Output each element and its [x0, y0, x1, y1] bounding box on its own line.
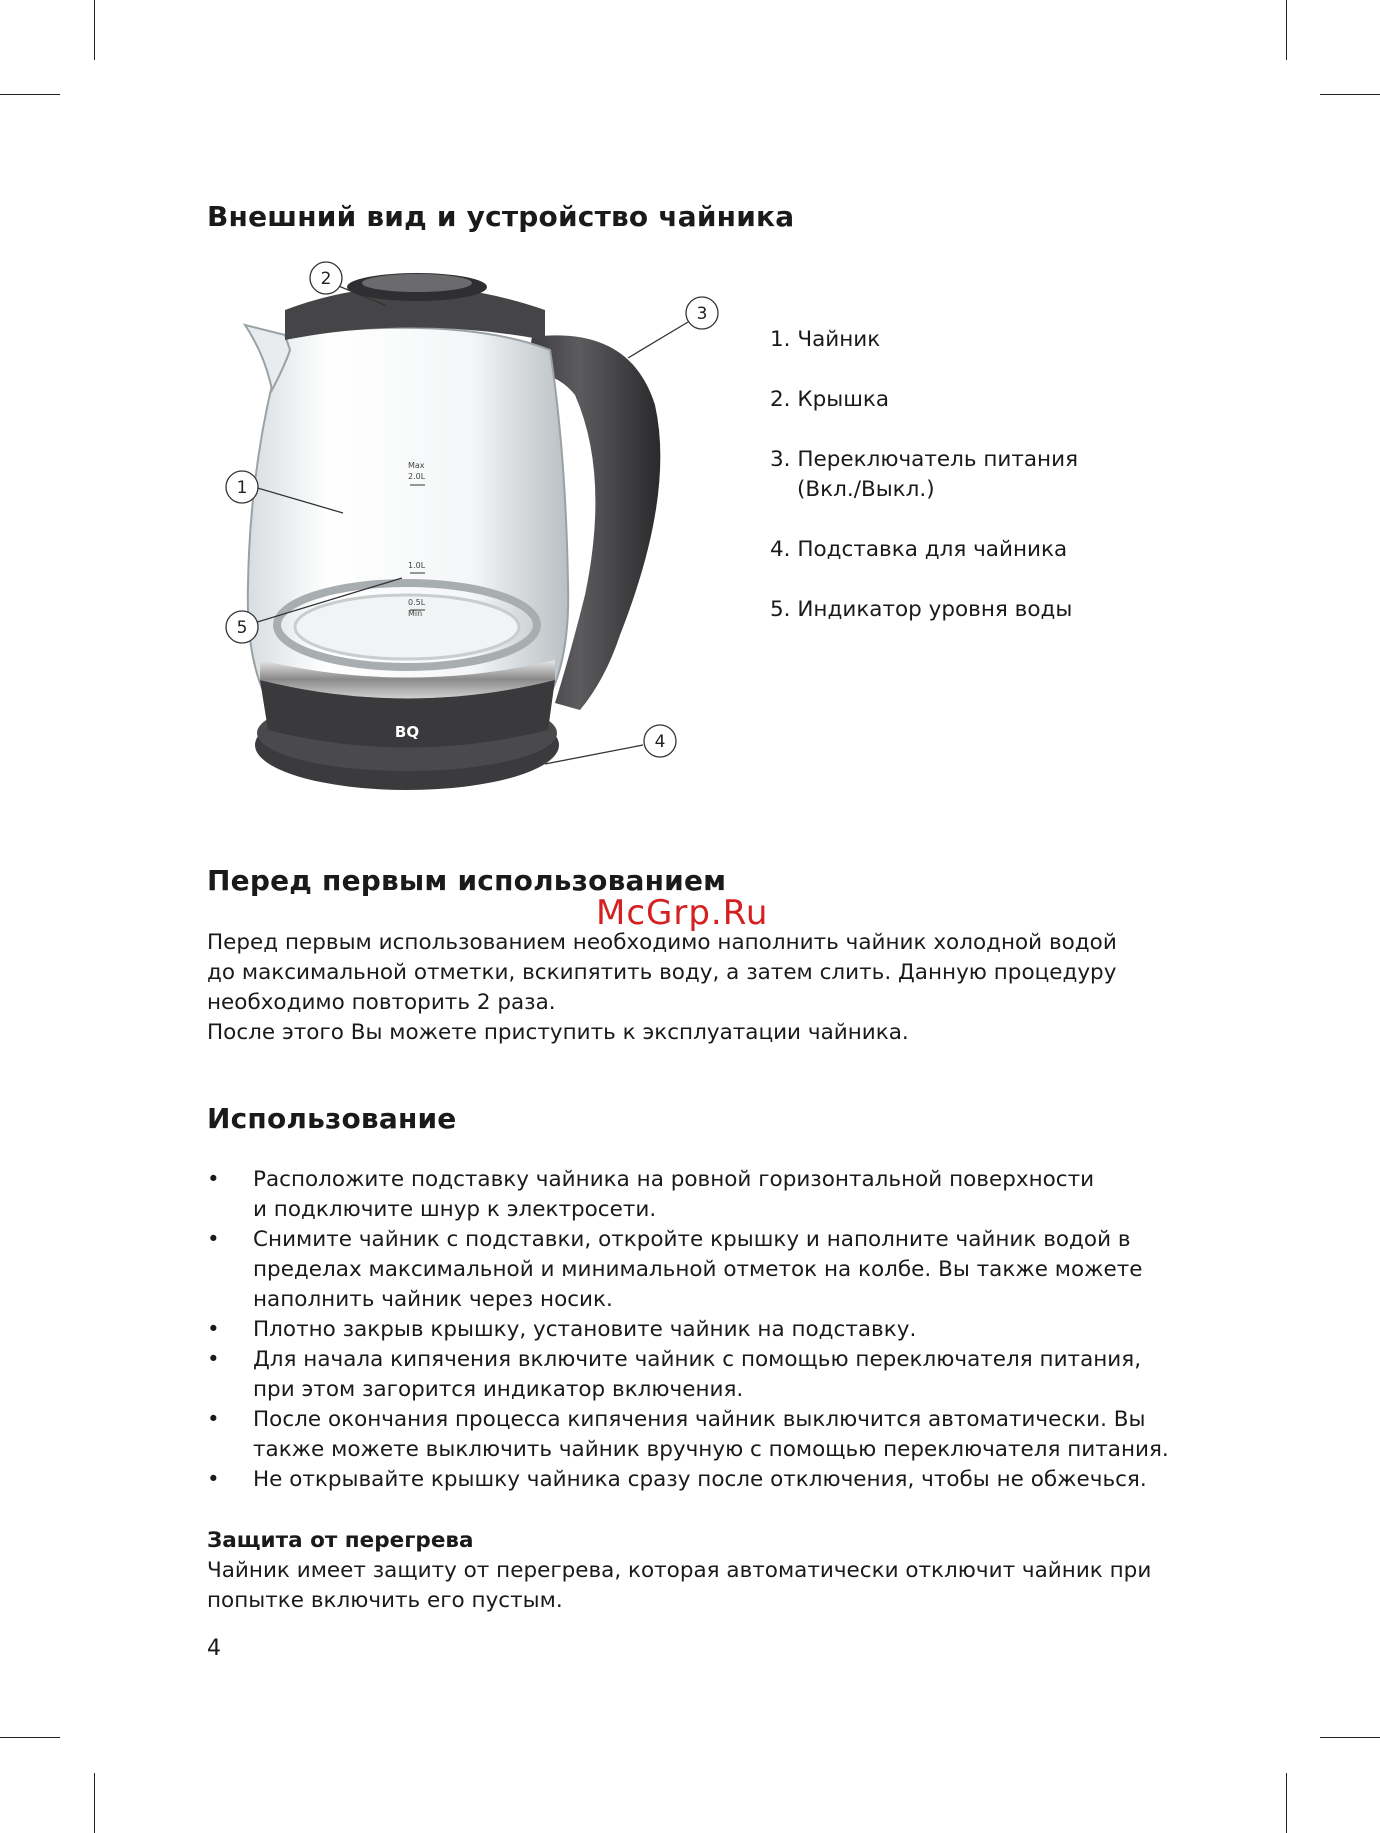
legend-item-kettle: 1. Чайник	[770, 327, 881, 352]
text-line: Перед первым использованием необходимо наполнить чайник холодной водой	[207, 930, 1117, 955]
text-line: После этого Вы можете приступить к эксплуатации чайника.	[207, 1020, 909, 1045]
legend-item-power-switch: 3. Переключатель питания (Вкл./Выкл.)	[770, 447, 1079, 502]
callout-number: 4	[654, 732, 666, 752]
overheat-title: Защита от перегрева	[207, 1528, 474, 1553]
legend-item-base: 4. Подставка для чайника	[770, 537, 1068, 562]
scale-mark-label: Min	[408, 609, 423, 618]
crop-mark	[1286, 0, 1287, 60]
crop-mark	[94, 1773, 95, 1833]
text-line: попытке включить его пустым.	[207, 1588, 563, 1613]
callout-number: 1	[236, 478, 248, 498]
crop-mark	[0, 1737, 60, 1738]
kettle-illustration	[210, 255, 730, 815]
section-title-first-use: Перед первым использованием	[207, 864, 727, 897]
page-number: 4	[207, 1636, 221, 1661]
legend-item-lid: 2. Крышка	[770, 387, 890, 412]
crop-mark	[1286, 1773, 1287, 1833]
watermark: McGrp.Ru	[596, 893, 769, 933]
scale-mark-label: 2.0L	[408, 472, 426, 481]
scale-mark-label: 1.0L	[408, 561, 426, 570]
callout-number: 3	[696, 304, 708, 324]
crop-mark	[94, 0, 95, 60]
list-item: • После окончания процесса кипячения чайник выключится автоматически. Вы также можете выключить чайник вручную с помощью переключателя питания.	[207, 1407, 1169, 1462]
crop-mark	[0, 94, 60, 95]
text-line: необходимо повторить 2 раза.	[207, 990, 556, 1015]
section-title-appearance: Внешний вид и устройство чайника	[207, 200, 795, 233]
list-item: • Снимите чайник с подставки, откройте крышку и наполните чайник водой в пределах максимальной и минимальной отметок на колбе. Вы также можете наполнить чайник через носик.	[207, 1227, 1143, 1312]
callout-number: 2	[320, 269, 332, 289]
overheat-paragraph	[207, 1556, 1151, 1616]
brand-logo: BQ	[394, 723, 420, 741]
scale-mark-label: 0.5L	[408, 598, 426, 607]
scale-mark-label: Max	[408, 461, 425, 470]
list-item: • Расположите подставку чайника на ровной горизонтальной поверхности и подключите шнур к электросети.	[207, 1167, 1095, 1222]
list-item: • Для начала кипячения включите чайник с помощью переключателя питания, при этом загорится индикатор включения.	[207, 1347, 1142, 1402]
text-line: до максимальной отметки, вскипятить воду, а затем слить. Данную процедуру	[207, 960, 1117, 985]
crop-mark	[1320, 1737, 1380, 1738]
list-item: • Плотно закрыв крышку, установите чайник на подставку.	[207, 1317, 917, 1342]
usage-list	[207, 1165, 1217, 1495]
callout-number: 5	[236, 618, 248, 638]
section-title-usage: Использование	[207, 1102, 457, 1135]
text-line: Чайник имеет защиту от перегрева, которая автоматически отключит чайник при	[207, 1558, 1152, 1583]
list-item: • Не открывайте крышку чайника сразу после отключения, чтобы не обжечься.	[207, 1467, 1147, 1492]
legend-item-water-level: 5. Индикатор уровня воды	[770, 597, 1073, 622]
crop-mark	[1320, 94, 1380, 95]
first-use-paragraph	[207, 928, 1117, 1048]
parts-legend	[770, 325, 1078, 655]
